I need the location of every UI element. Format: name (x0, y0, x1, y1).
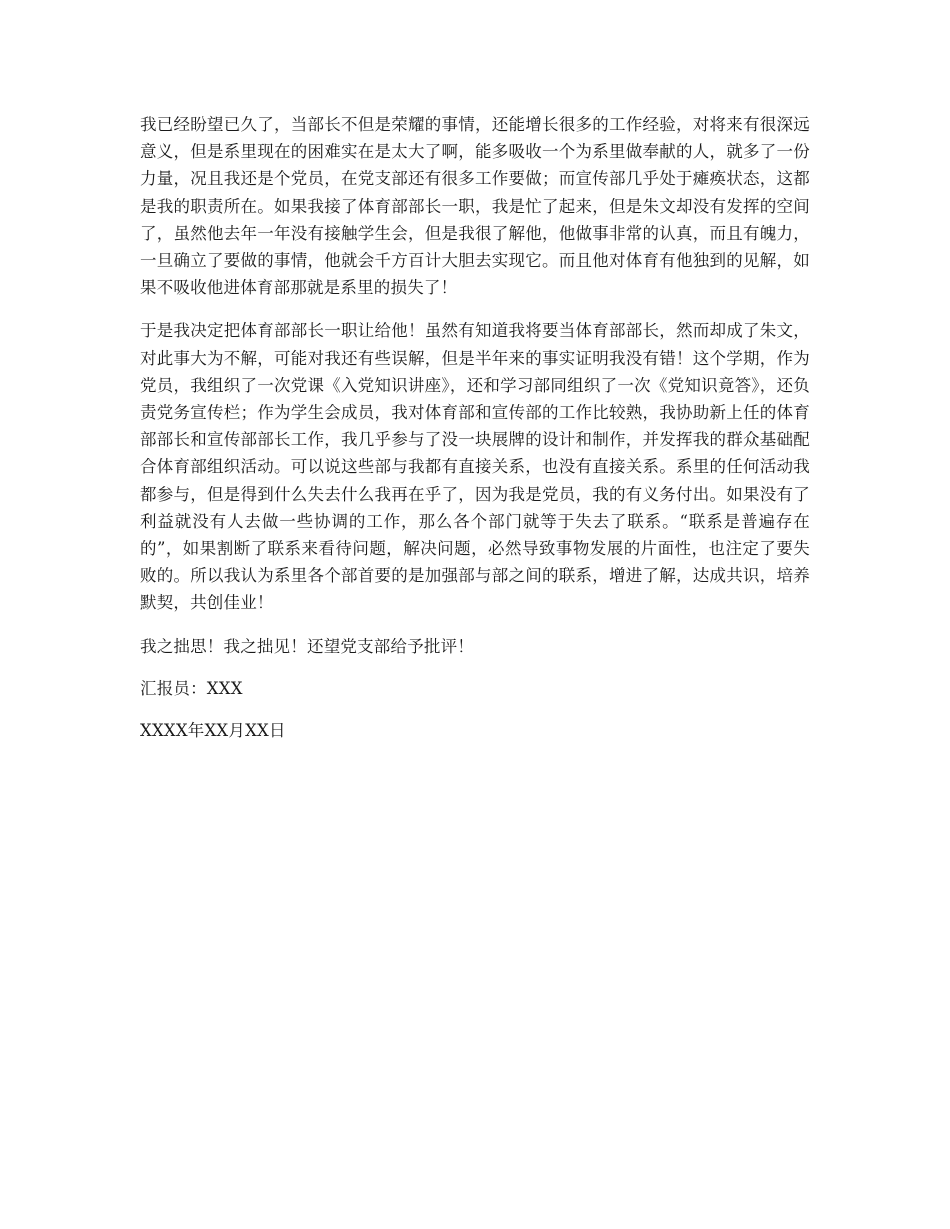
body-paragraph-1: 我已经盼望已久了，当部长不但是荣耀的事情，还能增长很多的工作经验，对将来有很深远意义，但是系里现在的困难实在是太大了啊，能多吸收一个为系里做奉献的人，就多了一份力量，况且我还是个党员，在党支部还有很多工作要做；而宣传部几乎处于瘫痪状态，这都是我的职责所在。如果我接了体育部部长一职，我是忙了起来，但是朱文却没有发挥的空间了，虽然他去年一年没有接触学生会，但是我很了解他，他做事非常的认真，而且有魄力，一旦确立了要做的事情，他就会千方百计大胆去实现它。而且他对体育有他独到的见解，如果不吸收他进体育部那就是系里的损失了！ (140, 115, 810, 298)
body-paragraph-2: 于是我决定把体育部部长一职让给他！虽然有知道我将要当体育部部长，然而却成了朱文，对此事大为不解，可能对我还有些误解，但是半年来的事实证明我没有错！这个学期，作为党员，我组织了一次党课《入党知识讲座》，还和学习部同组织了一次《党知识竟答》，还负责党务宣传栏；作为学生会成员，我对体育部和宣传部的工作比较熟，我协助新上任的体育部部长和宣传部部长工作，我几乎参与了没一块展牌的设计和制作，并发挥我的群众基础配合体育部组织活动。可以说这些部与我都有直接关系，也没有直接关系。系里的任何活动我都参与，但是得到什么失去什么我再在乎了，因为我是党员，我的有义务付出。如果没有了利益就没有人去做一些协调的工作，那么各个部门就等于失去了联系。“联系是普遍存在的”，如果割断了联系来看待问题，解决问题，必然导致事物发展的片面性，也注定了要失败的。所以我认为系里各个部首要的是加强部与部之间的联系，增进了解，达成共识，培养默契，共创佳业！ (140, 321, 810, 613)
date-line: XXXX年XX月XX日 (140, 721, 286, 741)
closing-line: 我之拙思！我之拙见！还望党支部给予批评！ (140, 636, 474, 656)
document-body (140, 111, 810, 759)
reporter-line: 汇报员：XXX (140, 678, 243, 698)
